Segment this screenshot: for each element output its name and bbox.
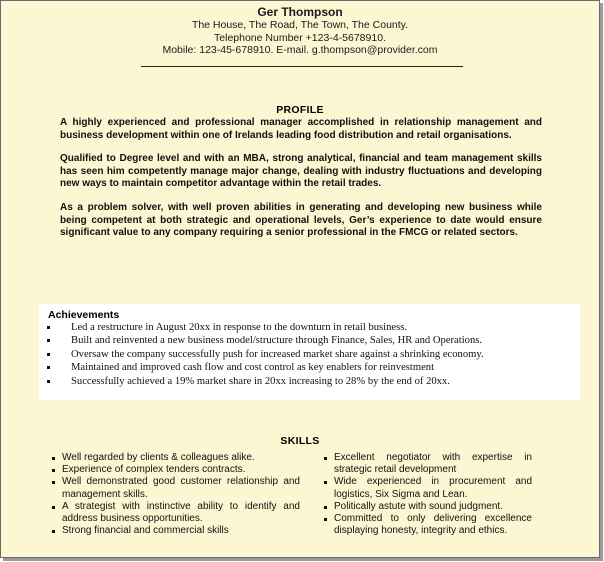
achievement-text: Oversaw the company successfully push for increased market share against a shrinking economy. [71, 348, 484, 360]
bullet-icon [52, 457, 55, 460]
achievement-text: Led a restructure in August 20xx in response to the downturn in retail business. [71, 322, 407, 333]
skill-text: Experience of complex tenders contracts. [62, 464, 246, 476]
profile-paragraph: A highly experienced and professional manager accomplished in relationship management and business development within one of Irelands leading food distribution and retail organisations. [60, 117, 542, 141]
skill-item [50, 501, 300, 525]
address-line: The House, The Road, The Town, The County. [191, 19, 409, 31]
bullet-icon [324, 481, 327, 484]
achievements-list [46, 321, 484, 388]
skill-item [322, 476, 532, 500]
bullet-icon [324, 457, 327, 460]
bullet-icon [52, 469, 55, 472]
skills-heading: SKILLS [280, 435, 320, 447]
bullet-icon [324, 518, 327, 521]
achievement-text: Built and reinvented a new business model/structure through Finance, Sales, HR and Operations. [71, 335, 483, 347]
skill-item [322, 513, 532, 537]
achievement-text: Maintained and improved cash flow and cost control as key enablers for reinvestment [71, 362, 435, 374]
telephone-line: Telephone Number +123-4-5678910. [214, 31, 386, 44]
contact-line: Mobile: 123-45-678910. E-mail. g.thompson@provider.com [162, 44, 438, 57]
bullet-icon [324, 506, 327, 509]
skill-item [322, 501, 532, 513]
skill-item [50, 452, 300, 464]
skill-text: A strategist with instinctive ability to identify and address business opportunities. [62, 500, 300, 525]
skill-item [50, 476, 300, 500]
bullet-icon [52, 530, 55, 533]
profile-paragraph: As a problem solver, with well proven abilities in generating and developing new business while being competent at both strategic and operational levels, Ger’s experience to date would ensure significant value to any company requiring a senior professional in the FMCG or related sectors. [60, 201, 542, 239]
bullet-icon [47, 353, 50, 356]
profile-section [60, 117, 542, 251]
achievement-item [46, 375, 484, 388]
skill-text: Committed to only delivering excellence displaying honesty, integrity and ethics. [334, 513, 532, 537]
achievement-item [46, 348, 484, 361]
skill-text: Strong financial and commercial skills [62, 525, 229, 537]
achievement-item [46, 321, 484, 334]
bullet-icon [47, 339, 50, 342]
skill-item [50, 464, 300, 476]
bullet-icon [47, 380, 50, 383]
skills-left-column [50, 452, 300, 537]
bullet-icon [52, 481, 55, 484]
skill-item [50, 525, 300, 537]
profile-paragraph: Qualified to Degree level and with an MBA, strong analytical, financial and team management skills has seen him competently manage major change, dealing with industry fluctuations and developing new ways to maintain competitor advantage within the retail trades. [60, 153, 542, 190]
skill-text: Excellent negotiator with expertise in strategic retail development [334, 452, 532, 476]
header-divider [141, 66, 463, 67]
resume-header [1, 5, 599, 57]
skill-text: Well regarded by clients & colleagues alike. [62, 452, 255, 463]
skills-right-column [322, 452, 532, 537]
skill-text: Well demonstrated good customer relationship and management skills. [62, 476, 300, 500]
achievement-item [46, 361, 484, 374]
achievements-box [39, 304, 580, 400]
bullet-icon [47, 326, 50, 329]
bullet-icon [52, 506, 55, 509]
skill-text: Politically astute with sound judgment. [334, 500, 503, 512]
achievement-text: Successfully achieved a 19% market share in 20xx increasing to 28% by the end of 20xx. [71, 375, 450, 387]
skill-text: Wide experienced in procurement and logistics, Six Sigma and Lean. [334, 476, 532, 500]
skill-item [322, 452, 532, 476]
candidate-name: Ger Thompson [257, 5, 343, 19]
achievement-item [46, 334, 484, 347]
achievements-heading: Achievements [48, 309, 120, 321]
bullet-icon [47, 366, 50, 369]
profile-heading: PROFILE [276, 104, 324, 116]
